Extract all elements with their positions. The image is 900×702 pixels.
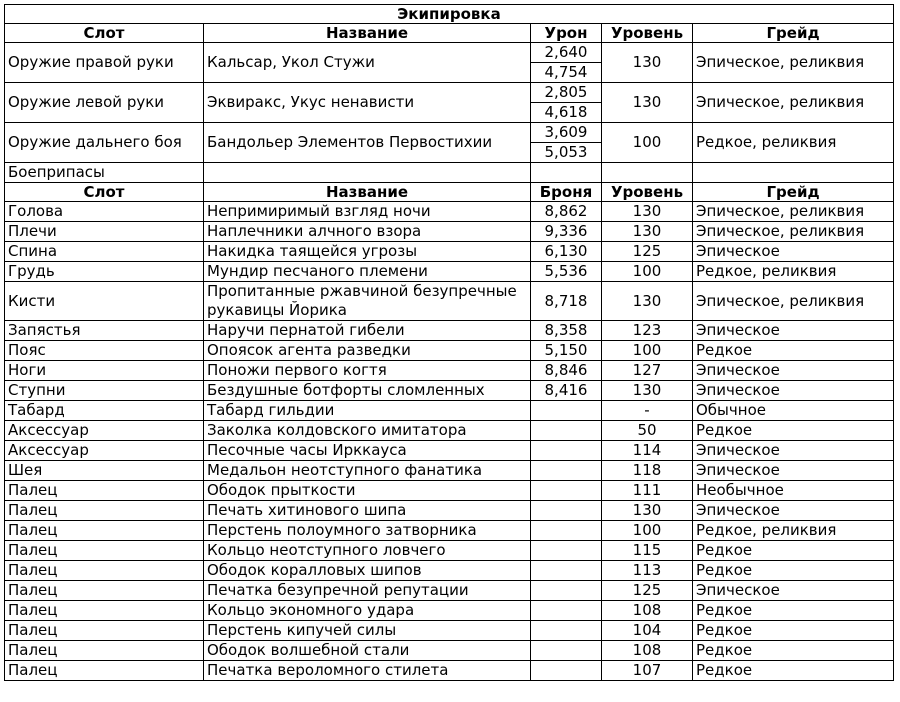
armor-name: Кольцо экономного удара	[204, 601, 531, 621]
armor-grade: Редкое	[693, 541, 894, 561]
weapon-grade: Эпическое, реликвия	[693, 43, 894, 83]
armor-slot: Кисти	[5, 282, 204, 321]
weapon-level: 130	[602, 43, 693, 83]
armor-name: Песочные часы Ирккауса	[204, 441, 531, 461]
armor-value: 5,150	[531, 341, 602, 361]
armor-row	[5, 222, 894, 242]
equipment-table-wrapper	[4, 4, 894, 681]
armor-row	[5, 541, 894, 561]
armor-slot: Плечи	[5, 222, 204, 242]
weapon-grade: Редкое, реликвия	[693, 123, 894, 163]
armor-row	[5, 401, 894, 421]
armor-grade: Редкое	[693, 561, 894, 581]
armor-value: 8,862	[531, 202, 602, 222]
armor-value: 5,536	[531, 262, 602, 282]
armor-slot: Палец	[5, 581, 204, 601]
armor-level: 114	[602, 441, 693, 461]
armor-value: 8,846	[531, 361, 602, 381]
armor-value	[531, 601, 602, 621]
title-row	[5, 5, 894, 24]
armor-row	[5, 361, 894, 381]
armor-row	[5, 262, 894, 282]
armor-grade: Редкое	[693, 341, 894, 361]
armor-grade: Редкое	[693, 421, 894, 441]
header-slot: Слот	[5, 24, 204, 43]
weapon-damage-min: 2,640	[531, 43, 602, 63]
armor-slot: Палец	[5, 521, 204, 541]
ammo-damage	[531, 163, 602, 183]
armor-slot: Палец	[5, 501, 204, 521]
weapon-name: Эквиракс, Укус ненависти	[204, 83, 531, 123]
armor-level: 100	[602, 341, 693, 361]
armor-slot: Шея	[5, 461, 204, 481]
armor-level: 113	[602, 561, 693, 581]
ammo-grade	[693, 163, 894, 183]
armor-grade: Эпическое, реликвия	[693, 222, 894, 242]
armor-grade: Эпическое	[693, 361, 894, 381]
armor-grade: Эпическое	[693, 461, 894, 481]
header-level: Уровень	[602, 24, 693, 43]
armor-level: 100	[602, 521, 693, 541]
armor-grade: Эпическое, реликвия	[693, 282, 894, 321]
armor-level: -	[602, 401, 693, 421]
armor-slot: Палец	[5, 621, 204, 641]
armor-name: Печатка вероломного стилета	[204, 661, 531, 681]
armor-value	[531, 641, 602, 661]
ammo-slot: Боеприпасы	[5, 163, 204, 183]
weapon-level: 130	[602, 83, 693, 123]
armor-slot: Пояс	[5, 341, 204, 361]
armor-name: Табард гильдии	[204, 401, 531, 421]
armor-row	[5, 601, 894, 621]
weapon-slot: Оружие дальнего боя	[5, 123, 204, 163]
weapon-slot: Оружие правой руки	[5, 43, 204, 83]
weapon-name: Кальсар, Укол Стужи	[204, 43, 531, 83]
armor-value: 6,130	[531, 242, 602, 262]
armor-slot: Спина	[5, 242, 204, 262]
weapon-row	[5, 123, 894, 143]
weapon-grade: Эпическое, реликвия	[693, 83, 894, 123]
armor-grade: Редкое, реликвия	[693, 521, 894, 541]
armor-name: Перстень кипучей силы	[204, 621, 531, 641]
weapon-damage-max: 4,754	[531, 63, 602, 83]
armor-level: 104	[602, 621, 693, 641]
armor-value	[531, 661, 602, 681]
armor-slot: Ноги	[5, 361, 204, 381]
weapon-damage-min: 2,805	[531, 83, 602, 103]
equipment-table	[4, 4, 894, 681]
weapon-slot: Оружие левой руки	[5, 83, 204, 123]
armor-level: 108	[602, 641, 693, 661]
armor-row	[5, 421, 894, 441]
armor-grade: Редкое	[693, 641, 894, 661]
armor-slot: Запястья	[5, 321, 204, 341]
armor-row	[5, 481, 894, 501]
armor-value	[531, 561, 602, 581]
weapons-header-row	[5, 24, 894, 43]
armor-grade: Необычное	[693, 481, 894, 501]
armor-value	[531, 581, 602, 601]
armor-slot: Грудь	[5, 262, 204, 282]
armor-header-name: Название	[204, 183, 531, 202]
weapon-row	[5, 43, 894, 63]
armor-name: Печатка безупречной репутации	[204, 581, 531, 601]
armor-grade: Редкое	[693, 621, 894, 641]
armor-slot: Палец	[5, 661, 204, 681]
weapon-damage-max: 5,053	[531, 143, 602, 163]
armor-name: Ободок волшебной стали	[204, 641, 531, 661]
armor-row	[5, 461, 894, 481]
ammo-row	[5, 163, 894, 183]
armor-name: Пропитанные ржавчиной безупречные рукавицы Йорика	[204, 282, 531, 321]
armor-name: Накидка таящейся угрозы	[204, 242, 531, 262]
armor-header-row	[5, 183, 894, 202]
armor-name: Опоясок агента разведки	[204, 341, 531, 361]
armor-level: 125	[602, 581, 693, 601]
armor-name: Наручи пернатой гибели	[204, 321, 531, 341]
armor-level: 130	[602, 202, 693, 222]
weapon-damage-min: 3,609	[531, 123, 602, 143]
armor-grade: Обычное	[693, 401, 894, 421]
ammo-name	[204, 163, 531, 183]
armor-level: 50	[602, 421, 693, 441]
armor-header-slot: Слот	[5, 183, 204, 202]
header-name: Название	[204, 24, 531, 43]
armor-name: Непримиримый взгляд ночи	[204, 202, 531, 222]
armor-grade: Редкое	[693, 601, 894, 621]
armor-slot: Палец	[5, 481, 204, 501]
weapon-damage-max: 4,618	[531, 103, 602, 123]
armor-level: 123	[602, 321, 693, 341]
armor-grade: Редкое	[693, 661, 894, 681]
armor-slot: Аксессуар	[5, 421, 204, 441]
armor-name: Ободок коралловых шипов	[204, 561, 531, 581]
armor-value	[531, 621, 602, 641]
ammo-level	[602, 163, 693, 183]
armor-row	[5, 341, 894, 361]
armor-name: Заколка колдовского имитатора	[204, 421, 531, 441]
armor-slot: Аксессуар	[5, 441, 204, 461]
armor-value	[531, 441, 602, 461]
armor-value	[531, 541, 602, 561]
armor-row	[5, 621, 894, 641]
armor-row	[5, 441, 894, 461]
armor-name: Печать хитинового шипа	[204, 501, 531, 521]
armor-row	[5, 561, 894, 581]
armor-grade: Эпическое	[693, 441, 894, 461]
armor-value	[531, 421, 602, 441]
armor-slot: Палец	[5, 641, 204, 661]
armor-grade: Эпическое	[693, 581, 894, 601]
armor-value	[531, 501, 602, 521]
armor-value: 8,416	[531, 381, 602, 401]
equipment-table-body	[5, 5, 894, 681]
armor-slot: Палец	[5, 541, 204, 561]
armor-value: 9,336	[531, 222, 602, 242]
armor-name: Наплечники алчного взора	[204, 222, 531, 242]
armor-grade: Эпическое	[693, 321, 894, 341]
armor-name: Бездушные ботфорты сломленных	[204, 381, 531, 401]
armor-grade: Эпическое	[693, 381, 894, 401]
armor-level: 125	[602, 242, 693, 262]
armor-row	[5, 321, 894, 341]
armor-grade: Эпическое, реликвия	[693, 202, 894, 222]
armor-name: Мундир песчаного племени	[204, 262, 531, 282]
armor-level: 107	[602, 661, 693, 681]
armor-level: 130	[602, 501, 693, 521]
armor-row	[5, 501, 894, 521]
armor-header-armor: Броня	[531, 183, 602, 202]
armor-grade: Редкое, реликвия	[693, 262, 894, 282]
armor-header-level: Уровень	[602, 183, 693, 202]
armor-slot: Ступни	[5, 381, 204, 401]
armor-level: 130	[602, 381, 693, 401]
armor-value: 8,358	[531, 321, 602, 341]
armor-level: 111	[602, 481, 693, 501]
armor-name: Поножи первого когтя	[204, 361, 531, 381]
armor-level: 115	[602, 541, 693, 561]
armor-value	[531, 461, 602, 481]
armor-row	[5, 641, 894, 661]
armor-row	[5, 242, 894, 262]
armor-level: 130	[602, 282, 693, 321]
armor-slot: Палец	[5, 561, 204, 581]
armor-name: Ободок прыткости	[204, 481, 531, 501]
armor-row	[5, 521, 894, 541]
armor-value: 8,718	[531, 282, 602, 321]
armor-slot: Палец	[5, 601, 204, 621]
weapon-row	[5, 83, 894, 103]
armor-grade: Эпическое	[693, 501, 894, 521]
armor-level: 118	[602, 461, 693, 481]
table-title: Экипировка	[5, 5, 894, 24]
header-damage: Урон	[531, 24, 602, 43]
armor-level: 100	[602, 262, 693, 282]
armor-row	[5, 202, 894, 222]
armor-row	[5, 661, 894, 681]
weapon-level: 100	[602, 123, 693, 163]
armor-slot: Табард	[5, 401, 204, 421]
armor-row	[5, 282, 894, 321]
armor-header-grade: Грейд	[693, 183, 894, 202]
armor-row	[5, 381, 894, 401]
weapon-name: Бандольер Элементов Первостихии	[204, 123, 531, 163]
armor-level: 108	[602, 601, 693, 621]
armor-name: Перстень полоумного затворника	[204, 521, 531, 541]
armor-value	[531, 481, 602, 501]
armor-grade: Эпическое	[693, 242, 894, 262]
armor-level: 130	[602, 222, 693, 242]
armor-slot: Голова	[5, 202, 204, 222]
header-grade: Грейд	[693, 24, 894, 43]
armor-name: Кольцо неотступного ловчего	[204, 541, 531, 561]
armor-name: Медальон неотступного фанатика	[204, 461, 531, 481]
armor-value	[531, 401, 602, 421]
armor-level: 127	[602, 361, 693, 381]
armor-value	[531, 521, 602, 541]
armor-row	[5, 581, 894, 601]
